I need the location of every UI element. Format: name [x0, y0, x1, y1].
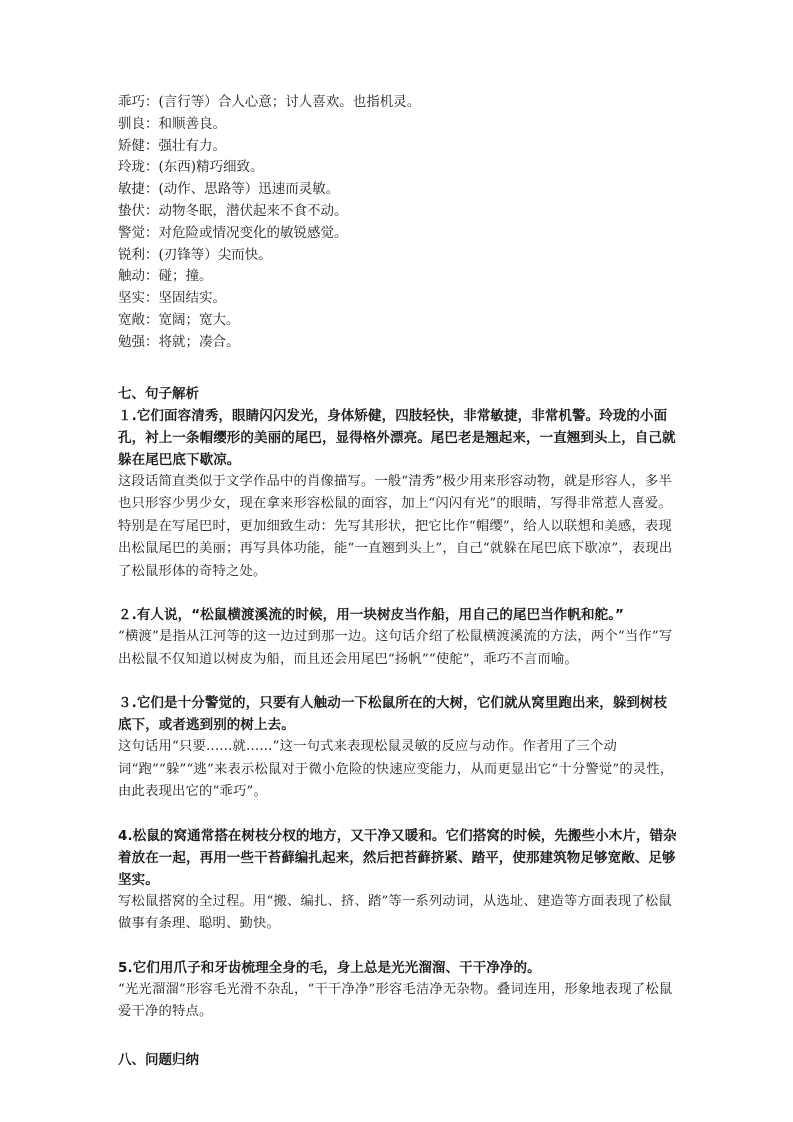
definition-line: 坚实：坚固结实。 — [118, 290, 226, 307]
sentence-item-2 — [118, 604, 678, 671]
definition-line: 锐利：(刃锋等）尖而快。 — [118, 246, 272, 263]
sentence-analysis-list — [118, 405, 678, 1024]
definition-line: 勉强：将就；凑合。 — [118, 333, 240, 350]
section-eight-heading: 八、问题归纳 — [118, 1051, 199, 1068]
document-page — [118, 92, 678, 1071]
definition-line: 敏捷：(动作、思路等）迅速而灵敏。 — [118, 181, 340, 198]
quoted-sentence: ２.有人说，“松鼠横渡溪流的时候，用一块树皮当作船，用自己的尾巴当作帆和舵。” — [118, 607, 625, 624]
sentence-item-1 — [118, 405, 678, 584]
sentence-item-5 — [118, 957, 678, 1024]
section-seven-heading: 七、句子解析 — [118, 385, 199, 402]
definition-line: 驯良：和顺善良。 — [118, 115, 226, 132]
sentence-item-4 — [118, 825, 678, 936]
vocabulary-definitions — [118, 92, 678, 354]
definition-line: 触动：碰；撞。 — [118, 268, 213, 285]
definition-line: 蛰伏：动物冬眠，潜伏起来不食不动。 — [118, 202, 348, 219]
sentence-item-3 — [118, 692, 678, 804]
quoted-sentence: 5.它们用爪子和牙齿梳理全身的毛，身上总是光光溜溜、干干净净的。 — [118, 959, 541, 976]
definition-line: 警觉：对危险或情况变化的敏锐感觉。 — [118, 224, 348, 241]
sentence-analysis: “横渡”是指从江河等的这一边过到那一边。这句话介绍了松鼠横渡溪流的方法，两个“当作”写出松鼠不仅知道以树皮为船，而且还会用尾巴“扬帆”“使舵”，乖巧不言而喻。 — [118, 629, 673, 667]
sentence-analysis: 写松鼠搭窝的全过程。用“搬、编扎、挤、踏”等一系列动词，从选址、建造等方面表现了松鼠做事有条理、聪明、勤快。 — [118, 893, 672, 932]
definition-line: 乖巧：(言行等）合人心意；讨人喜欢。也指机灵。 — [118, 94, 421, 110]
sentence-analysis: 这句话用“只要......就......”这一句式来表现松鼠灵敏的反应与动作。作者用了三个动词“跑”“躲”“逃”来表示松鼠对于微小危险的快速应变能力，从而更显出它“十分警觉”的灵性，由此表现出它的“乖巧”。 — [118, 739, 674, 800]
definition-line: 宽敞：宽阔；宽大。 — [118, 311, 240, 328]
sentence-analysis: 这段话简直类似于文学作品中的肖像描写。一般“清秀”极少用来形容动物，就是形容人，多半也只形容少男少女，现在拿来形容松鼠的面容，加上“闪闪有光”的眼睛，写得非常惹人喜爱。特别是在写尾巴时，更加细致生动：先写其形状，把它比作“帽缨”，给人以联想和美感，表现出松鼠尾巴的美丽；再写具体功能，能“一直翘到头上”，自己“就躲在尾巴底下歇凉”，表现出了松鼠形体的奇特之处。 — [118, 473, 673, 579]
definition-line: 玲珑：(东西)精巧细致。 — [118, 159, 264, 176]
quoted-sentence: １.它们面容清秀，眼睛闪闪发光，身体矫健，四肢轻快，非常敏捷，非常机警。玲珑的小面孔，衬上一条帽缨形的美丽的尾巴，显得格外漂亮。尾巴老是翘起来，一直翘到头上，自己就躲在尾巴底下歇凉。 — [118, 407, 676, 468]
quoted-sentence: ３.它们是十分警觉的，只要有人触动一下松鼠所在的大树，它们就从窝里跑出来，躲到树枝底下，或者逃到别的树上去。 — [118, 695, 668, 734]
quoted-sentence: 4.松鼠的窝通常搭在树枝分杈的地方，又干净又暖和。它们搭窝的时候，先搬些小木片，错杂着放在一起，再用一些干苔藓编扎起来，然后把苔藓挤紧、踏平，使那建筑物足够宽敞、足够坚实。 — [118, 827, 677, 888]
definition-line: 矫健：强壮有力。 — [118, 137, 226, 154]
sentence-analysis: “光光溜溜”形容毛光滑不杂乱，“干干净净”形容毛洁净无杂物。叠词连用，形象地表现了松鼠爱干净的特点。 — [118, 981, 673, 1020]
